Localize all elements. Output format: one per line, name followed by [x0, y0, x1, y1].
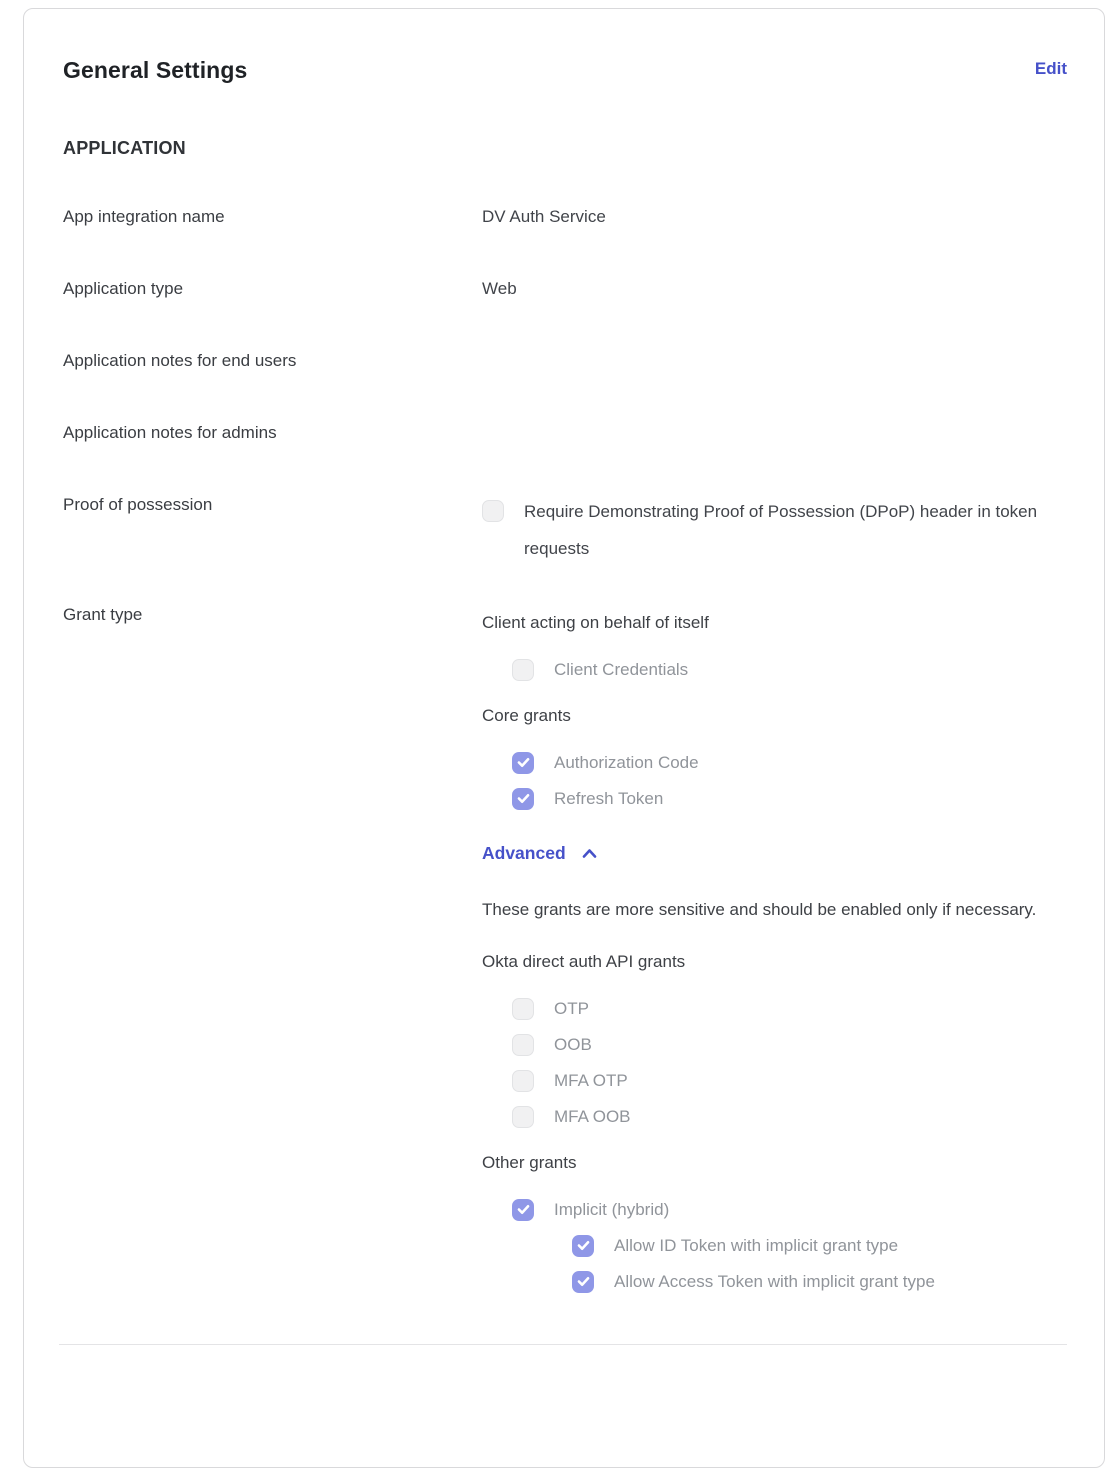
field-row-application-type [63, 277, 1067, 349]
checkbox-label: MFA OOB [554, 1107, 631, 1126]
mfa-otp-checkbox[interactable] [512, 1070, 534, 1092]
grant-group-heading-client: Client acting on behalf of itself [482, 613, 709, 632]
grant-option-mfa-otp[interactable] [512, 1069, 1067, 1092]
check-icon [577, 1240, 590, 1251]
field-label: Application notes for admins [63, 423, 277, 442]
check-icon [517, 757, 530, 768]
field-row-grant-type [63, 603, 1067, 1293]
allow-id-token-checkbox[interactable] [572, 1235, 594, 1257]
advanced-description: These grants are more sensitive and should be enabled only if necessary. [482, 900, 1037, 919]
grant-option-implicit-hybrid[interactable] [512, 1198, 1067, 1221]
otp-checkbox[interactable] [512, 998, 534, 1020]
field-value: DV Auth Service [482, 207, 606, 226]
field-value: Web [482, 279, 517, 298]
checkbox-label: Allow ID Token with implicit grant type [614, 1236, 899, 1255]
field-value [482, 421, 1067, 493]
refresh-token-checkbox[interactable] [512, 788, 534, 810]
grant-option-refresh-token[interactable] [512, 787, 1067, 810]
advanced-toggle[interactable] [482, 842, 597, 865]
grant-option-client-credentials[interactable] [512, 658, 1067, 681]
grant-group-heading-core: Core grants [482, 706, 571, 725]
field-value [482, 349, 1067, 421]
checkbox-label: Allow Access Token with implicit grant type [614, 1272, 935, 1291]
client-credentials-checkbox[interactable] [512, 659, 534, 681]
mfa-oob-checkbox[interactable] [512, 1106, 534, 1128]
chevron-up-icon [582, 848, 597, 859]
field-label: App integration name [63, 207, 225, 226]
checkbox-label: Client Credentials [554, 660, 689, 679]
field-row-app-integration-name [63, 205, 1067, 277]
check-icon [577, 1276, 590, 1287]
grant-group-heading-other: Other grants [482, 1153, 577, 1172]
card-header [63, 57, 1067, 84]
advanced-toggle-label: Advanced [482, 843, 566, 863]
check-icon [517, 793, 530, 804]
edit-button[interactable]: Edit [1034, 59, 1067, 78]
field-row-notes-end-users [63, 349, 1067, 421]
field-label: Grant type [63, 605, 143, 624]
grant-option-otp[interactable] [512, 997, 1067, 1020]
checkbox-label: Implicit (hybrid) [554, 1200, 670, 1219]
grant-group-heading-direct-auth: Okta direct auth API grants [482, 952, 686, 971]
grant-type-options [482, 603, 1067, 1293]
field-rows [63, 205, 1067, 493]
checkbox-label: MFA OTP [554, 1071, 628, 1090]
field-label: Application notes for end users [63, 351, 297, 370]
dpop-checkbox[interactable] [482, 500, 504, 522]
implicit-hybrid-checkbox[interactable] [512, 1199, 534, 1221]
dpop-checkbox-row[interactable] [482, 493, 1067, 567]
allow-access-token-checkbox[interactable] [572, 1271, 594, 1293]
page-title: General Settings [63, 57, 248, 83]
checkbox-label: Refresh Token [554, 789, 664, 808]
section-divider [59, 1344, 1067, 1345]
grant-option-oob[interactable] [512, 1033, 1067, 1056]
oob-checkbox[interactable] [512, 1034, 534, 1056]
checkbox-label: Authorization Code [554, 753, 699, 772]
general-settings-card [23, 8, 1105, 1468]
dpop-checkbox-label: Require Demonstrating Proof of Possession (DPoP) header in token requests [524, 502, 1038, 558]
grant-option-allow-access-token[interactable] [572, 1270, 1067, 1293]
authorization-code-checkbox[interactable] [512, 752, 534, 774]
check-icon [517, 1204, 530, 1215]
field-row-proof-of-possession [63, 493, 1067, 567]
field-row-notes-admins [63, 421, 1067, 493]
checkbox-label: OTP [554, 999, 589, 1018]
grant-option-allow-id-token[interactable] [572, 1234, 1067, 1257]
grant-option-authorization-code[interactable] [512, 751, 1067, 774]
field-label: Application type [63, 279, 184, 298]
section-title-application: APPLICATION [63, 138, 186, 158]
field-label: Proof of possession [63, 495, 213, 514]
grant-option-mfa-oob[interactable] [512, 1105, 1067, 1128]
checkbox-label: OOB [554, 1035, 592, 1054]
